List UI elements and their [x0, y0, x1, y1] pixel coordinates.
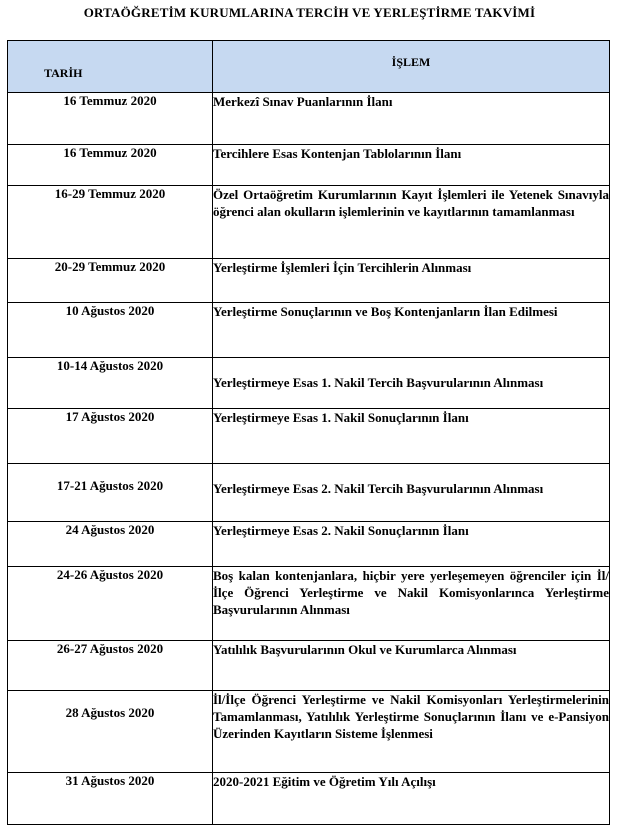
date-cell: 24 Ağustos 2020: [8, 522, 213, 567]
date-cell: 10 Ağustos 2020: [8, 303, 213, 358]
operation-cell: Yerleştirmeye Esas 1. Nakil Sonuçlarının İlanı: [213, 409, 610, 464]
date-cell: 20-29 Temmuz 2020: [8, 259, 213, 303]
table-row: [8, 773, 610, 825]
date-cell: 10-14 Ağustos 2020: [8, 358, 213, 409]
operation-cell: Özel Ortaöğretim Kurumlarının Kayıt İşlemleri ile Yetenek Sınavıyla öğrenci alan okulların işlemlerinin ve kayıtlarının tamamlanması: [213, 186, 610, 259]
operation-cell: Boş kalan kontenjanlara, hiçbir yere yerleşemeyen öğrenciler için İl/İlçe Öğrenci Yerleştirme ve Nakil Komisyonlarınca Yerleştirme Başvurularının Alınması: [213, 567, 610, 641]
date-cell: 31 Ağustos 2020: [8, 773, 213, 825]
date-cell: 16 Temmuz 2020: [8, 93, 213, 145]
date-cell: 17-21 Ağustos 2020: [8, 464, 213, 522]
date-cell: 16 Temmuz 2020: [8, 145, 213, 186]
schedule-table: [7, 40, 610, 825]
date-cell: 17 Ağustos 2020: [8, 409, 213, 464]
table-row: [8, 358, 610, 409]
operation-cell: Yerleştirmeye Esas 2. Nakil Sonuçlarının İlanı: [213, 522, 610, 567]
table-row: [8, 464, 610, 522]
table-row: [8, 691, 610, 773]
operation-cell: Merkezî Sınav Puanlarının İlanı: [213, 93, 610, 145]
table-row: [8, 93, 610, 145]
operation-cell: Yatılılık Başvurularının Okul ve Kurumlarca Alınması: [213, 641, 610, 691]
table-row: [8, 567, 610, 641]
operation-cell: Yerleştirme Sonuçlarının ve Boş Kontenjanların İlan Edilmesi: [213, 303, 610, 358]
date-cell: 24-26 Ağustos 2020: [8, 567, 213, 641]
operation-cell: İl/İlçe Öğrenci Yerleştirme ve Nakil Komisyonları Yerleştirmelerinin Tamamlanması, Yatılılık Yerleştirme Sonuçlarının İlanı ve e-Pansiyon Üzerinden Kayıtların Sisteme İşlenmesi: [213, 691, 610, 773]
table-row: [8, 303, 610, 358]
date-column-header: TARİH: [8, 41, 213, 93]
table-row: [8, 145, 610, 186]
page-title: ORTAÖĞRETİM KURUMLARINA TERCİH VE YERLEŞTİRME TAKVİMİ: [83, 5, 536, 20]
operation-cell: Yerleştirmeye Esas 1. Nakil Tercih Başvurularının Alınması: [213, 358, 610, 409]
date-cell: 28 Ağustos 2020: [8, 691, 213, 773]
date-cell: 16-29 Temmuz 2020: [8, 186, 213, 259]
table-row: [8, 186, 610, 259]
operation-column-header: İŞLEM: [213, 41, 610, 93]
date-cell: 26-27 Ağustos 2020: [8, 641, 213, 691]
table-row: [8, 522, 610, 567]
operation-cell: 2020-2021 Eğitim ve Öğretim Yılı Açılışı: [213, 773, 610, 825]
table-row: [8, 409, 610, 464]
table-header-row: [8, 41, 610, 93]
table-row: [8, 259, 610, 303]
operation-cell: Yerleştirmeye Esas 2. Nakil Tercih Başvurularının Alınması: [213, 464, 610, 522]
operation-cell: Tercihlere Esas Kontenjan Tablolarının İlanı: [213, 145, 610, 186]
operation-cell: Yerleştirme İşlemleri İçin Tercihlerin Alınması: [213, 259, 610, 303]
table-row: [8, 641, 610, 691]
